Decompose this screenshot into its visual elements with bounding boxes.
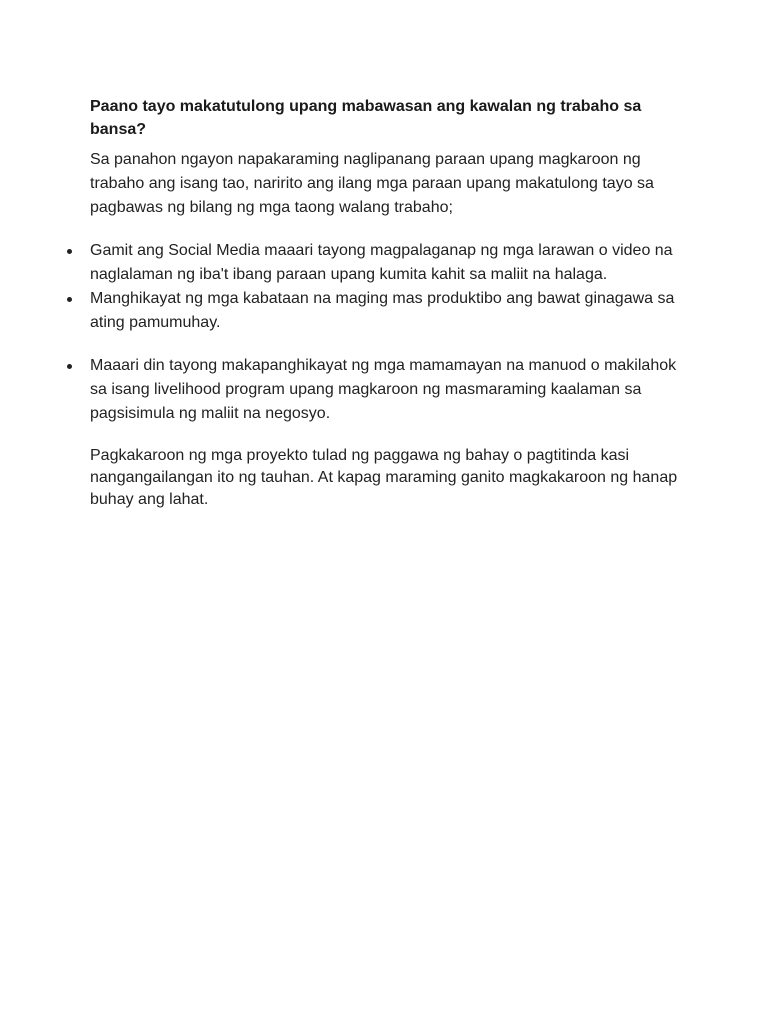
list-item-text: Maaari din tayong makapanghikayat ng mga mamamayan na manuod o makilahok sa isang livelihood program upang magkaroon ng masmaraming kaalaman sa pagsisimula ng maliit na negosyo.: [90, 357, 677, 422]
bullet-icon: [67, 364, 72, 369]
bullet-icon: [67, 249, 72, 254]
list-item: [90, 287, 690, 335]
bullet-icon: [67, 297, 72, 302]
document-heading: Paano tayo makatutulong upang mabawasan ang kawalan ng trabaho sa bansa?: [90, 98, 642, 138]
list-item: [90, 354, 690, 426]
closing-paragraph: Pagkakaroon ng mga proyekto tulad ng paggawa ng bahay o pagtitinda kasi nangangailangan ito ng tauhan. At kapag maraming ganito magkakaroon ng hanap buhay ang lahat.: [90, 447, 678, 508]
list-item-text: Gamit ang Social Media maaari tayong magpalaganap ng mga larawan o video na naglalaman ng iba't ibang paraan upang kumita kahit sa maliit na halaga.: [90, 242, 673, 283]
list-item-text: Manghikayat ng mga kabataan na maging mas produktibo ang bawat ginagawa sa ating pamumuhay.: [90, 290, 675, 331]
list-item: [90, 239, 690, 287]
bullet-list: [90, 239, 690, 426]
intro-paragraph: Sa panahon ngayon napakaraming naglipanang paraan upang magkaroon ng trabaho ang isang tao, naririto ang ilang mga paraan upang makatulong tayo sa pagbawas ng bilang ng mga taong walang trabaho;: [90, 151, 654, 216]
document-body: [90, 95, 690, 511]
